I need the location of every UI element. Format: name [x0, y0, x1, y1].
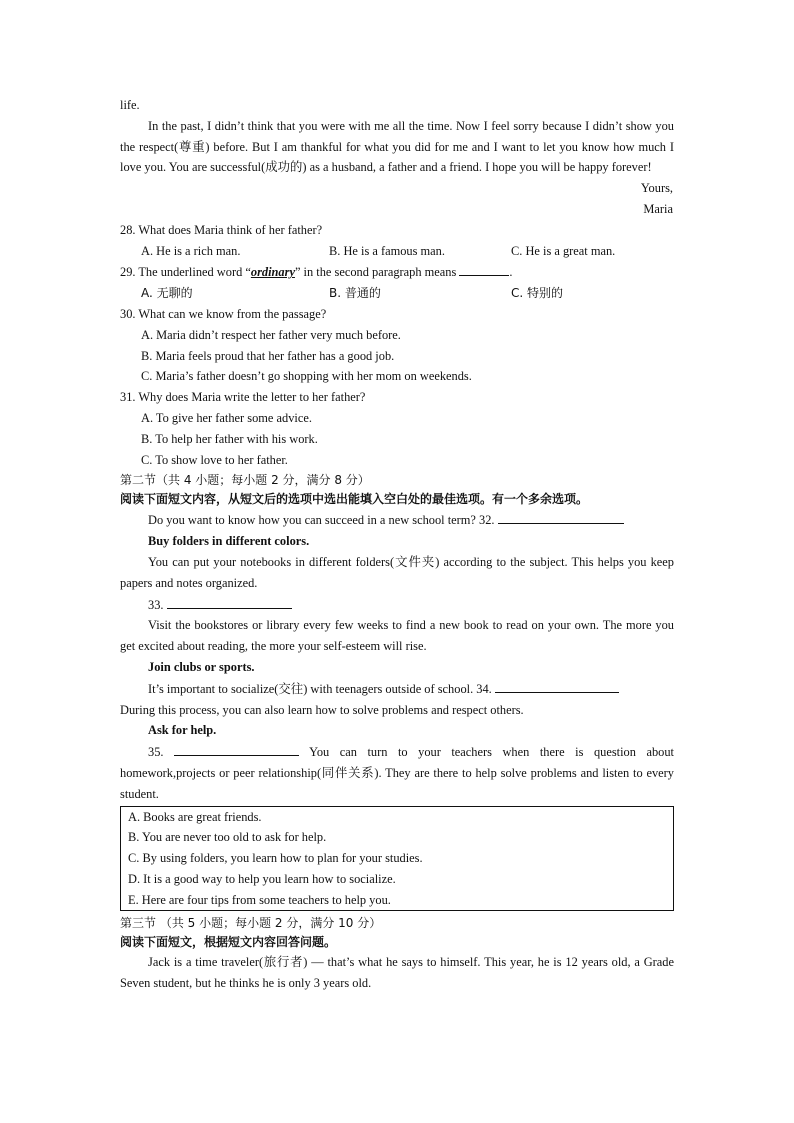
- tip-paragraph-4-text: You can turn to your teachers when there is question about homework,projects or peer relationship(同伴关系). They are there to help solve problems and listen to every student.: [120, 745, 674, 801]
- question-28-option-b: B. He is a famous man.: [329, 243, 445, 258]
- section-2-title: 第二节（共 4 小题；每小题 2 分，满分 8 分）: [120, 473, 370, 488]
- answer-blank-35[interactable]: [174, 741, 299, 756]
- tip-heading-3: Ask for help.: [148, 723, 217, 738]
- section-2-instruction: 阅读下面短文内容，从短文后的选项中选出能填入空白处的最佳选项。有一个多余选项。: [120, 492, 589, 507]
- blank-33-line: [120, 594, 674, 616]
- tip-paragraph-4: [120, 741, 674, 804]
- question-29-stem-post: ” in the second paragraph means: [294, 265, 457, 280]
- question-29-option-c: C. 特别的: [511, 286, 564, 301]
- tip-paragraph-3-continued: During this process, you can also learn how to solve problems and respect others.: [120, 702, 524, 717]
- section-3-title: 第三节 （共 5 小题；每小题 2 分，满分 10 分）: [120, 916, 382, 931]
- question-30-option-c: C. Maria’s father doesn’t go shopping with her mom on weekends.: [141, 369, 472, 384]
- question-30-option-a: A. Maria didn’t respect her father very much before.: [141, 327, 401, 342]
- answer-blank-29[interactable]: [459, 261, 509, 276]
- question-28-option-a: A. He is a rich man.: [141, 243, 241, 258]
- option-b: B. You are never too old to ask for help.: [128, 830, 327, 845]
- question-29-stem-end: .: [509, 265, 513, 280]
- question-31-option-b: B. To help her father with his work.: [141, 431, 318, 446]
- option-c: C. By using folders, you learn how to plan for your studies.: [128, 851, 423, 866]
- option-e: E. Here are four tips from some teachers to help you.: [128, 892, 391, 907]
- question-30-stem: 30. What can we know from the passage?: [120, 306, 327, 321]
- question-30-option-b: B. Maria feels proud that her father has a good job.: [141, 348, 395, 363]
- exam-page: [120, 95, 674, 994]
- tip-paragraph-2: Visit the bookstores or library every few weeks to find a new book to read on your own. The more you get excited about reading, the more your self-esteem will rise.: [120, 618, 674, 654]
- question-29-option-a: A. 无聊的: [141, 286, 193, 301]
- question-31-option-a: A. To give her father some advice.: [141, 410, 312, 425]
- tip-heading-1: Buy folders in different colors.: [148, 534, 310, 549]
- option-a: A. Books are great friends.: [128, 809, 262, 824]
- letter-paragraph: In the past, I didn’t think that you were with me all the time. Now I feel sorry because I didn’t show you the respect(尊重) before. But I am thankful for what you did for me and I want to let you know how much I love you. You are successful(成功的) as a husband, a father and a friend. I hope you will be happy forever!: [120, 118, 674, 175]
- option-d: D. It is a good way to help you learn how to socialize.: [128, 871, 396, 886]
- tip-paragraph-1: You can put your notebooks in different folders(文件夹) according to the subject. This helps you keep papers and notes organized.: [120, 554, 674, 590]
- answer-blank-32[interactable]: [498, 509, 624, 524]
- letter-signature: Maria: [643, 201, 673, 216]
- options-box: [120, 806, 674, 912]
- answer-blank-34[interactable]: [495, 678, 619, 693]
- question-29-options: [120, 283, 674, 304]
- section-3-paragraph: Jack is a time traveler(旅行者) — that’s what he says to himself. This year, he is 12 years old, a Grade Seven student, but he thinks he is only 3 years old.: [120, 955, 674, 991]
- blank-33-number: 33.: [148, 597, 164, 612]
- question-28-options: [120, 241, 674, 262]
- question-31-option-c: C. To show love to her father.: [141, 452, 288, 467]
- section-2-intro: [120, 509, 674, 531]
- question-29-option-b: B. 普通的: [329, 286, 381, 301]
- letter-line-start: life.: [120, 98, 140, 112]
- question-28-stem: 28. What does Maria think of her father?: [120, 222, 323, 237]
- tip-paragraph-3-text: It’s important to socialize(交往) with teenagers outside of school. 34.: [148, 681, 492, 696]
- answer-blank-33[interactable]: [167, 594, 292, 609]
- blank-35-number: 35.: [148, 745, 164, 760]
- section-3-instruction: 阅读下面短文，根据短文内容回答问题。: [120, 935, 337, 950]
- underlined-word: ordinary: [250, 265, 295, 280]
- tip-paragraph-3: [120, 678, 674, 700]
- question-28-option-c: C. He is a great man.: [511, 243, 616, 258]
- tip-heading-2: Join clubs or sports.: [148, 659, 255, 674]
- letter-closing: Yours,: [640, 181, 673, 196]
- question-31-stem: 31. Why does Maria write the letter to her father?: [120, 390, 366, 405]
- section-2-intro-text: Do you want to know how you can succeed in a new school term? 32.: [148, 513, 495, 528]
- question-29-stem-pre: 29. The underlined word “: [120, 265, 251, 280]
- question-29-stem: [120, 261, 674, 283]
